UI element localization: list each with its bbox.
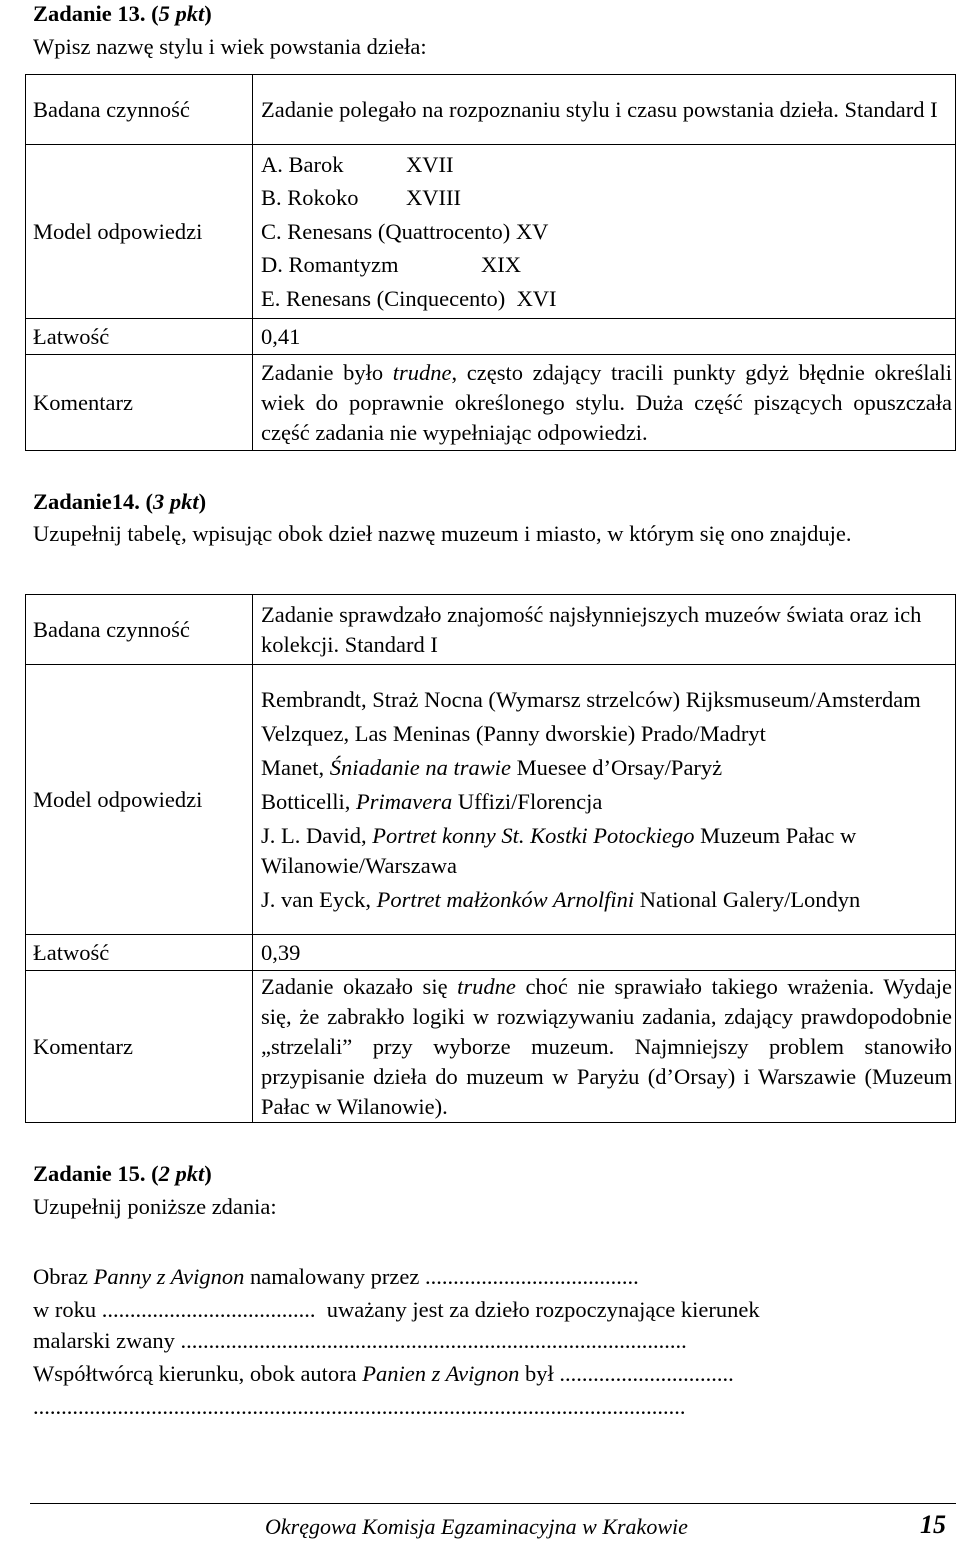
label-activity: Badana czynność: [26, 75, 253, 145]
task-14-points-open: (: [145, 489, 154, 514]
task-14-points-close: ): [198, 489, 207, 514]
answer-item: [261, 885, 952, 915]
label-model: Model odpowiedzi: [26, 145, 253, 319]
task-13-points: 5 pkt: [158, 1, 205, 26]
answer-item: [261, 821, 921, 881]
label-activity: Badana czynność: [26, 595, 253, 665]
ease-value: 0,41: [253, 319, 956, 355]
task-14-table: [25, 594, 956, 1123]
answer-row: [261, 248, 952, 282]
ease-value: 0,39: [253, 935, 956, 971]
comment-part: Zadanie było: [261, 359, 393, 385]
task-13-points-close: ): [204, 1, 212, 26]
page-number: 15: [920, 1510, 946, 1539]
artwork-title: Panny z Avignon: [93, 1264, 245, 1289]
answer-row: [261, 215, 952, 249]
task-14-instruction: Uzupełnij tabelę, wpisując obok dzieł nazwę muzeum i miasto, w którym się ono znajduje.: [33, 521, 852, 546]
text-part: namalowany przez ......................................: [244, 1264, 639, 1289]
fill-line-4: [33, 1357, 734, 1390]
label-comment: Komentarz: [26, 971, 253, 1123]
artist: J. van Eyck,: [261, 886, 377, 912]
activity-description: Zadanie polegało na rozpoznaniu stylu i czasu powstania dzieła. Standard I: [253, 75, 956, 145]
activity-description: Zadanie sprawdzało znajomość najsłynniejszych muzeów świata oraz ich kolekcji. Standard I: [253, 595, 956, 665]
fill-line-3: malarski zwany ..........................................................................................: [33, 1328, 687, 1353]
comment: [253, 355, 956, 451]
century: XIX: [481, 252, 521, 278]
answer-item: [261, 753, 952, 783]
comment-part: , często zdający tracili punkty gdyż błędnie określali wiek do poprawnie określonego stylu. Duża część piszących opuszczała część zadania nie wypełniając odpowiedzi.: [261, 359, 952, 445]
model-answer: [253, 665, 956, 935]
comment-emphasis: trudne: [457, 973, 516, 999]
task-13-instruction: Wpisz nazwę stylu i wiek powstania dzieła:: [33, 34, 427, 59]
text-part: Współtwórcą kierunku, obok autora: [33, 1361, 363, 1386]
label-ease: Łatwość: [26, 319, 253, 355]
answer-row: [261, 148, 952, 182]
answer-item: Rembrandt, Straż Nocna (Wymarsz strzelców) Rijksmuseum/Amsterdam: [261, 686, 921, 712]
museum: Uffizi/Florencja: [452, 788, 603, 814]
model-answer: [253, 145, 956, 319]
fill-line-2: w roku ...................................... uważany jest za dzieło rozpoczynające kierunek: [33, 1297, 760, 1322]
fill-line-5: ....................................................................................................................: [33, 1394, 686, 1419]
task-14-title: [33, 488, 206, 516]
footer-divider: [30, 1503, 956, 1504]
style-name: A. Barok: [261, 151, 344, 177]
artist: Botticelli,: [261, 788, 356, 814]
label-model: Model odpowiedzi: [26, 665, 253, 935]
task-15-number: Zadanie 15.: [33, 1161, 146, 1186]
comment-part: choć nie sprawiało takiego wrażenia. Wydaje się, że zabrakło logiki w rozwiązywaniu zadania, zdający prawdopodobnie „strzelali” przy wyborze muzeum. Najmniejszy problem stanowiło przypisanie dzieła do muzeum w Paryżu (d’Orsay) i Warszawie (Muzeum Pałac w Wilanowie).: [261, 973, 952, 1119]
artwork-title: Portret małżonków Arnolfini: [376, 886, 635, 912]
task-14-points: 3 pkt: [153, 489, 199, 514]
century: XVII: [406, 151, 454, 177]
museum: National Galery/Londyn: [634, 886, 861, 912]
museum: Muesee d’Orsay/Paryż: [510, 754, 723, 780]
artwork-title: Portret konny St. Kostki Potockiego: [372, 822, 695, 848]
century: XV: [515, 218, 549, 244]
museum: Muzeum Pałac w Wilanowie/Warszawa: [261, 822, 857, 878]
artwork-title: Panien z Avignon: [362, 1361, 520, 1386]
answer-item: Velzquez, Las Meninas (Panny dworskie) Prado/Madryt: [261, 720, 766, 746]
task-13-title: [33, 0, 212, 28]
style-name: E. Renesans (Cinquecento): [261, 285, 506, 311]
comment-emphasis: trudne: [392, 359, 452, 385]
century: XVI: [516, 285, 557, 311]
task-15-title: [33, 1160, 212, 1188]
task-15-points-close: ): [204, 1161, 212, 1186]
fill-line-1: [33, 1260, 639, 1293]
label-comment: Komentarz: [26, 355, 253, 451]
comment-part: Zadanie okazało się: [261, 973, 458, 999]
style-name: C. Renesans (Quattrocento): [261, 218, 511, 244]
style-name: D. Romantyzm: [261, 252, 399, 278]
century: XVIII: [406, 185, 461, 211]
artist: J. L. David,: [261, 822, 373, 848]
label-ease: Łatwość: [26, 935, 253, 971]
task-15-points: 2 pkt: [158, 1161, 205, 1186]
style-name: B. Rokoko: [261, 185, 359, 211]
task-13-number: Zadanie 13.: [33, 1, 146, 26]
text-part: Obraz: [33, 1264, 94, 1289]
text-part: był ...............................: [519, 1361, 734, 1386]
task-15-points-open: (: [151, 1161, 159, 1186]
artwork-title: Primavera: [356, 788, 453, 814]
answer-row: [261, 282, 952, 316]
task-13-points-open: (: [151, 1, 159, 26]
artwork-title: Śniadanie na trawie: [329, 754, 511, 780]
comment: [253, 971, 956, 1123]
answer-row: [261, 181, 952, 215]
task-15-instruction: Uzupełnij poniższe zdania:: [33, 1194, 277, 1219]
footer-text: Okręgowa Komisja Egzaminacyjna w Krakowie: [265, 1514, 688, 1539]
artist: Manet,: [261, 754, 330, 780]
task-14-number: Zadanie14.: [33, 489, 140, 514]
task-13-table: [25, 74, 956, 451]
answer-item: [261, 787, 952, 817]
